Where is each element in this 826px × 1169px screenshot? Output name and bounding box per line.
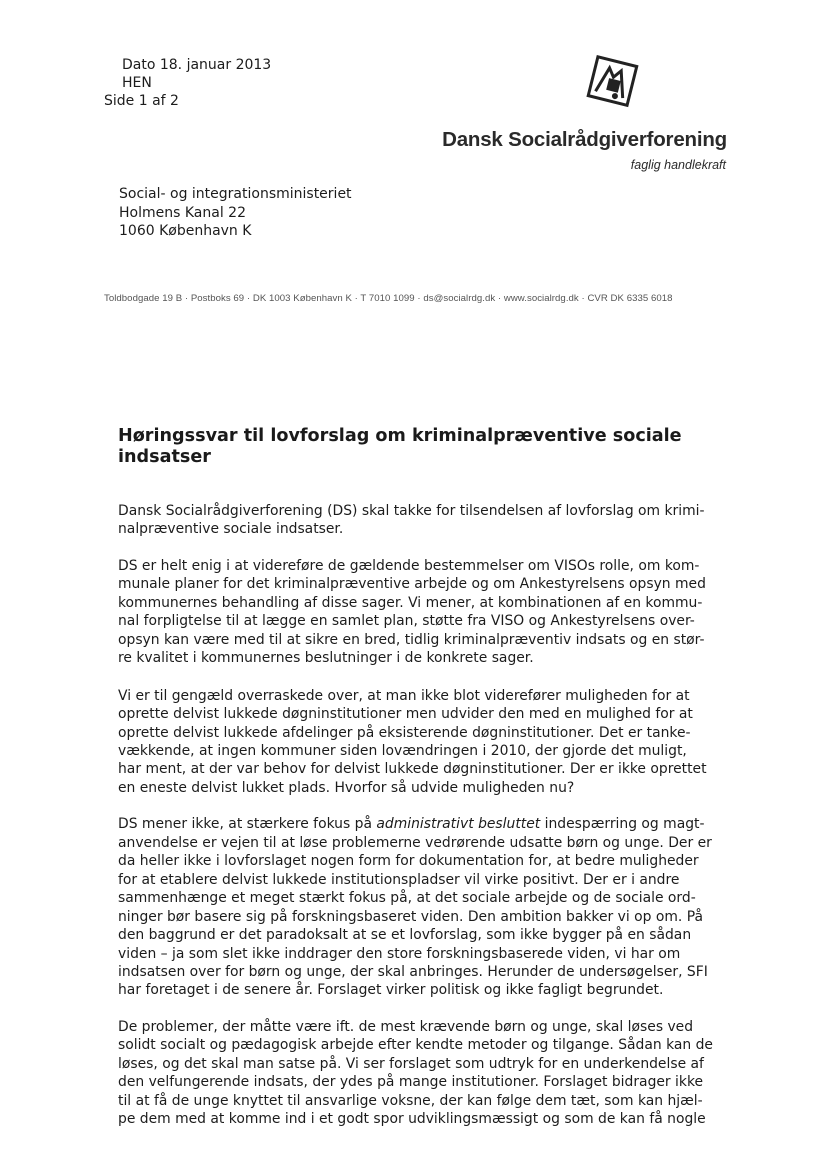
text-line: sammenhænge et meget stærkt fokus på, at det sociale arbejde og de sociale ord- bbox=[118, 890, 696, 907]
page-number: Side 1 af 2 bbox=[104, 93, 179, 109]
text-line: nal forpligtelse til at lægge en samlet plan, støtte fra VISO og Ankestyrelsens over- bbox=[118, 613, 695, 630]
text-line: den velfungerende indsats, der ydes på mange institutioner. Forslaget bidrager ikke bbox=[118, 1074, 704, 1091]
text-line: kommunernes behandling af disse sager. Vi mener, at kombinationen af en kommu- bbox=[118, 594, 703, 611]
recipient-street: Holmens Kanal 22 bbox=[119, 204, 246, 221]
text-line: har foretaget i de senere år. Forslaget virker politisk og ikke fagligt begrundet. bbox=[118, 982, 664, 999]
text-line: en eneste delvist lukket plads. Hvorfor så udvide muligheden nu? bbox=[118, 779, 575, 796]
heading-line: Høringssvar til lovforslag om kriminalpræventive sociale bbox=[118, 426, 682, 446]
text-line: munale planer for det kriminalpræventive arbejde og om Ankestyrelsens opsyn med bbox=[118, 576, 706, 593]
paragraph-surprise bbox=[118, 687, 728, 798]
letter-meta bbox=[104, 56, 271, 110]
text-line: løses, og det skal man satse på. Vi ser forslaget som udtryk for en underkendelse af bbox=[118, 1055, 704, 1072]
text-line: til at få de unge knyttet til ansvarlige voksne, der kan følge dem tæt, som kan hjæl- bbox=[118, 1092, 703, 1109]
text-line: solidt socialt og pædagogisk arbejde efter kendte metoder og tilgange. Sådan kan de bbox=[118, 1037, 713, 1054]
text-line: DS er helt enig i at videreføre de gældende bestemmelser om VISOs rolle, om kom- bbox=[118, 557, 700, 574]
paragraph-intro bbox=[118, 502, 728, 539]
contact-line: Toldbodgade 19 B · Postboks 69 · DK 1003 København K · T 7010 1099 · ds@socialrdg.dk · www.socialrdg.dk · CVR DK 6335 6018 bbox=[104, 293, 673, 304]
paragraph-agreement bbox=[118, 557, 728, 668]
text-line: opsyn kan være med til at sikre en bred, tidlig kriminalpræventiv indsats og en stør- bbox=[118, 631, 705, 648]
text-line: indsatsen over for børn og unge, der skal anbringes. Herunder de undersøgelser, SFI bbox=[118, 963, 708, 980]
paragraph-focus bbox=[118, 815, 728, 1000]
text-line: har ment, at der var behov for delvist lukkede døgninstitutioner. Der er ikke oprettet bbox=[118, 761, 707, 778]
text-line: nalpræventive sociale indsatser. bbox=[118, 521, 344, 538]
recipient-city: 1060 København K bbox=[119, 223, 252, 239]
recipient-name: Social- og integrationsministeriet bbox=[119, 186, 352, 202]
text-line: da heller ikke i lovforslaget nogen form for dokumentation for, at bedre muligheder bbox=[118, 853, 699, 870]
text-line: oprette delvist lukkede afdelinger på eksisterende døgninstitutioner. Det er tanke- bbox=[118, 724, 691, 741]
text-line: ninger bør basere sig på forskningsbaseret viden. Den ambition bakker vi op om. På bbox=[118, 908, 704, 925]
text-line bbox=[118, 815, 728, 833]
emphasized-text: administrativt besluttet bbox=[376, 816, 541, 833]
paragraph-problems bbox=[118, 1018, 728, 1129]
text-line: den baggrund er det paradoksalt at se et lovforslag, som ikke bygger på en sådan bbox=[118, 927, 692, 944]
letter-date: Dato 18. januar 2013 bbox=[122, 57, 272, 73]
text-line: viden – ja som slet ikke inddrager den store forskningsbaserede viden, vi har om bbox=[118, 945, 681, 962]
document-heading bbox=[118, 426, 718, 468]
text-line: for at etablere delvist lukkede institutionspladser vil virke positivt. Der er i andre bbox=[118, 871, 680, 888]
recipient-address bbox=[119, 185, 352, 241]
organization-logo-icon bbox=[582, 55, 642, 111]
organization-tagline: faglig handlekraft bbox=[630, 158, 726, 172]
letter-body bbox=[118, 502, 728, 1147]
text-line: Dansk Socialrådgiverforening (DS) skal takke for tilsendelsen af lovforslag om krimi- bbox=[118, 503, 705, 519]
text-line: pe dem med at komme ind i et godt spor udviklingsmæssigt og som de kan få nogle bbox=[118, 1111, 706, 1128]
text-line: Vi er til gengæld overraskede over, at man ikke blot viderefører muligheden for at bbox=[118, 687, 690, 704]
heading-line: indsatser bbox=[118, 447, 211, 467]
text-line: anvendelse er vejen til at løse problemerne vedrørende udsatte børn og unge. Der er bbox=[118, 834, 712, 851]
text-line: vækkende, at ingen kommuner siden lovændringen i 2010, der gjorde det muligt, bbox=[118, 742, 687, 759]
text-segment: DS mener ikke, at stærkere fokus på bbox=[118, 816, 377, 833]
text-segment: indespærring og magt- bbox=[540, 816, 705, 833]
text-line: De problemer, der måtte være ift. de mest krævende børn og unge, skal løses ved bbox=[118, 1018, 694, 1035]
text-line: oprette delvist lukkede døgninstitutioner men udvider den med en mulighed for at bbox=[118, 706, 693, 723]
letter-initials: HEN bbox=[122, 75, 152, 91]
text-line: re kvalitet i kommunernes beslutninger i de konkrete sager. bbox=[118, 650, 534, 667]
organization-name: Dansk Socialrådgiverforening bbox=[442, 128, 727, 151]
